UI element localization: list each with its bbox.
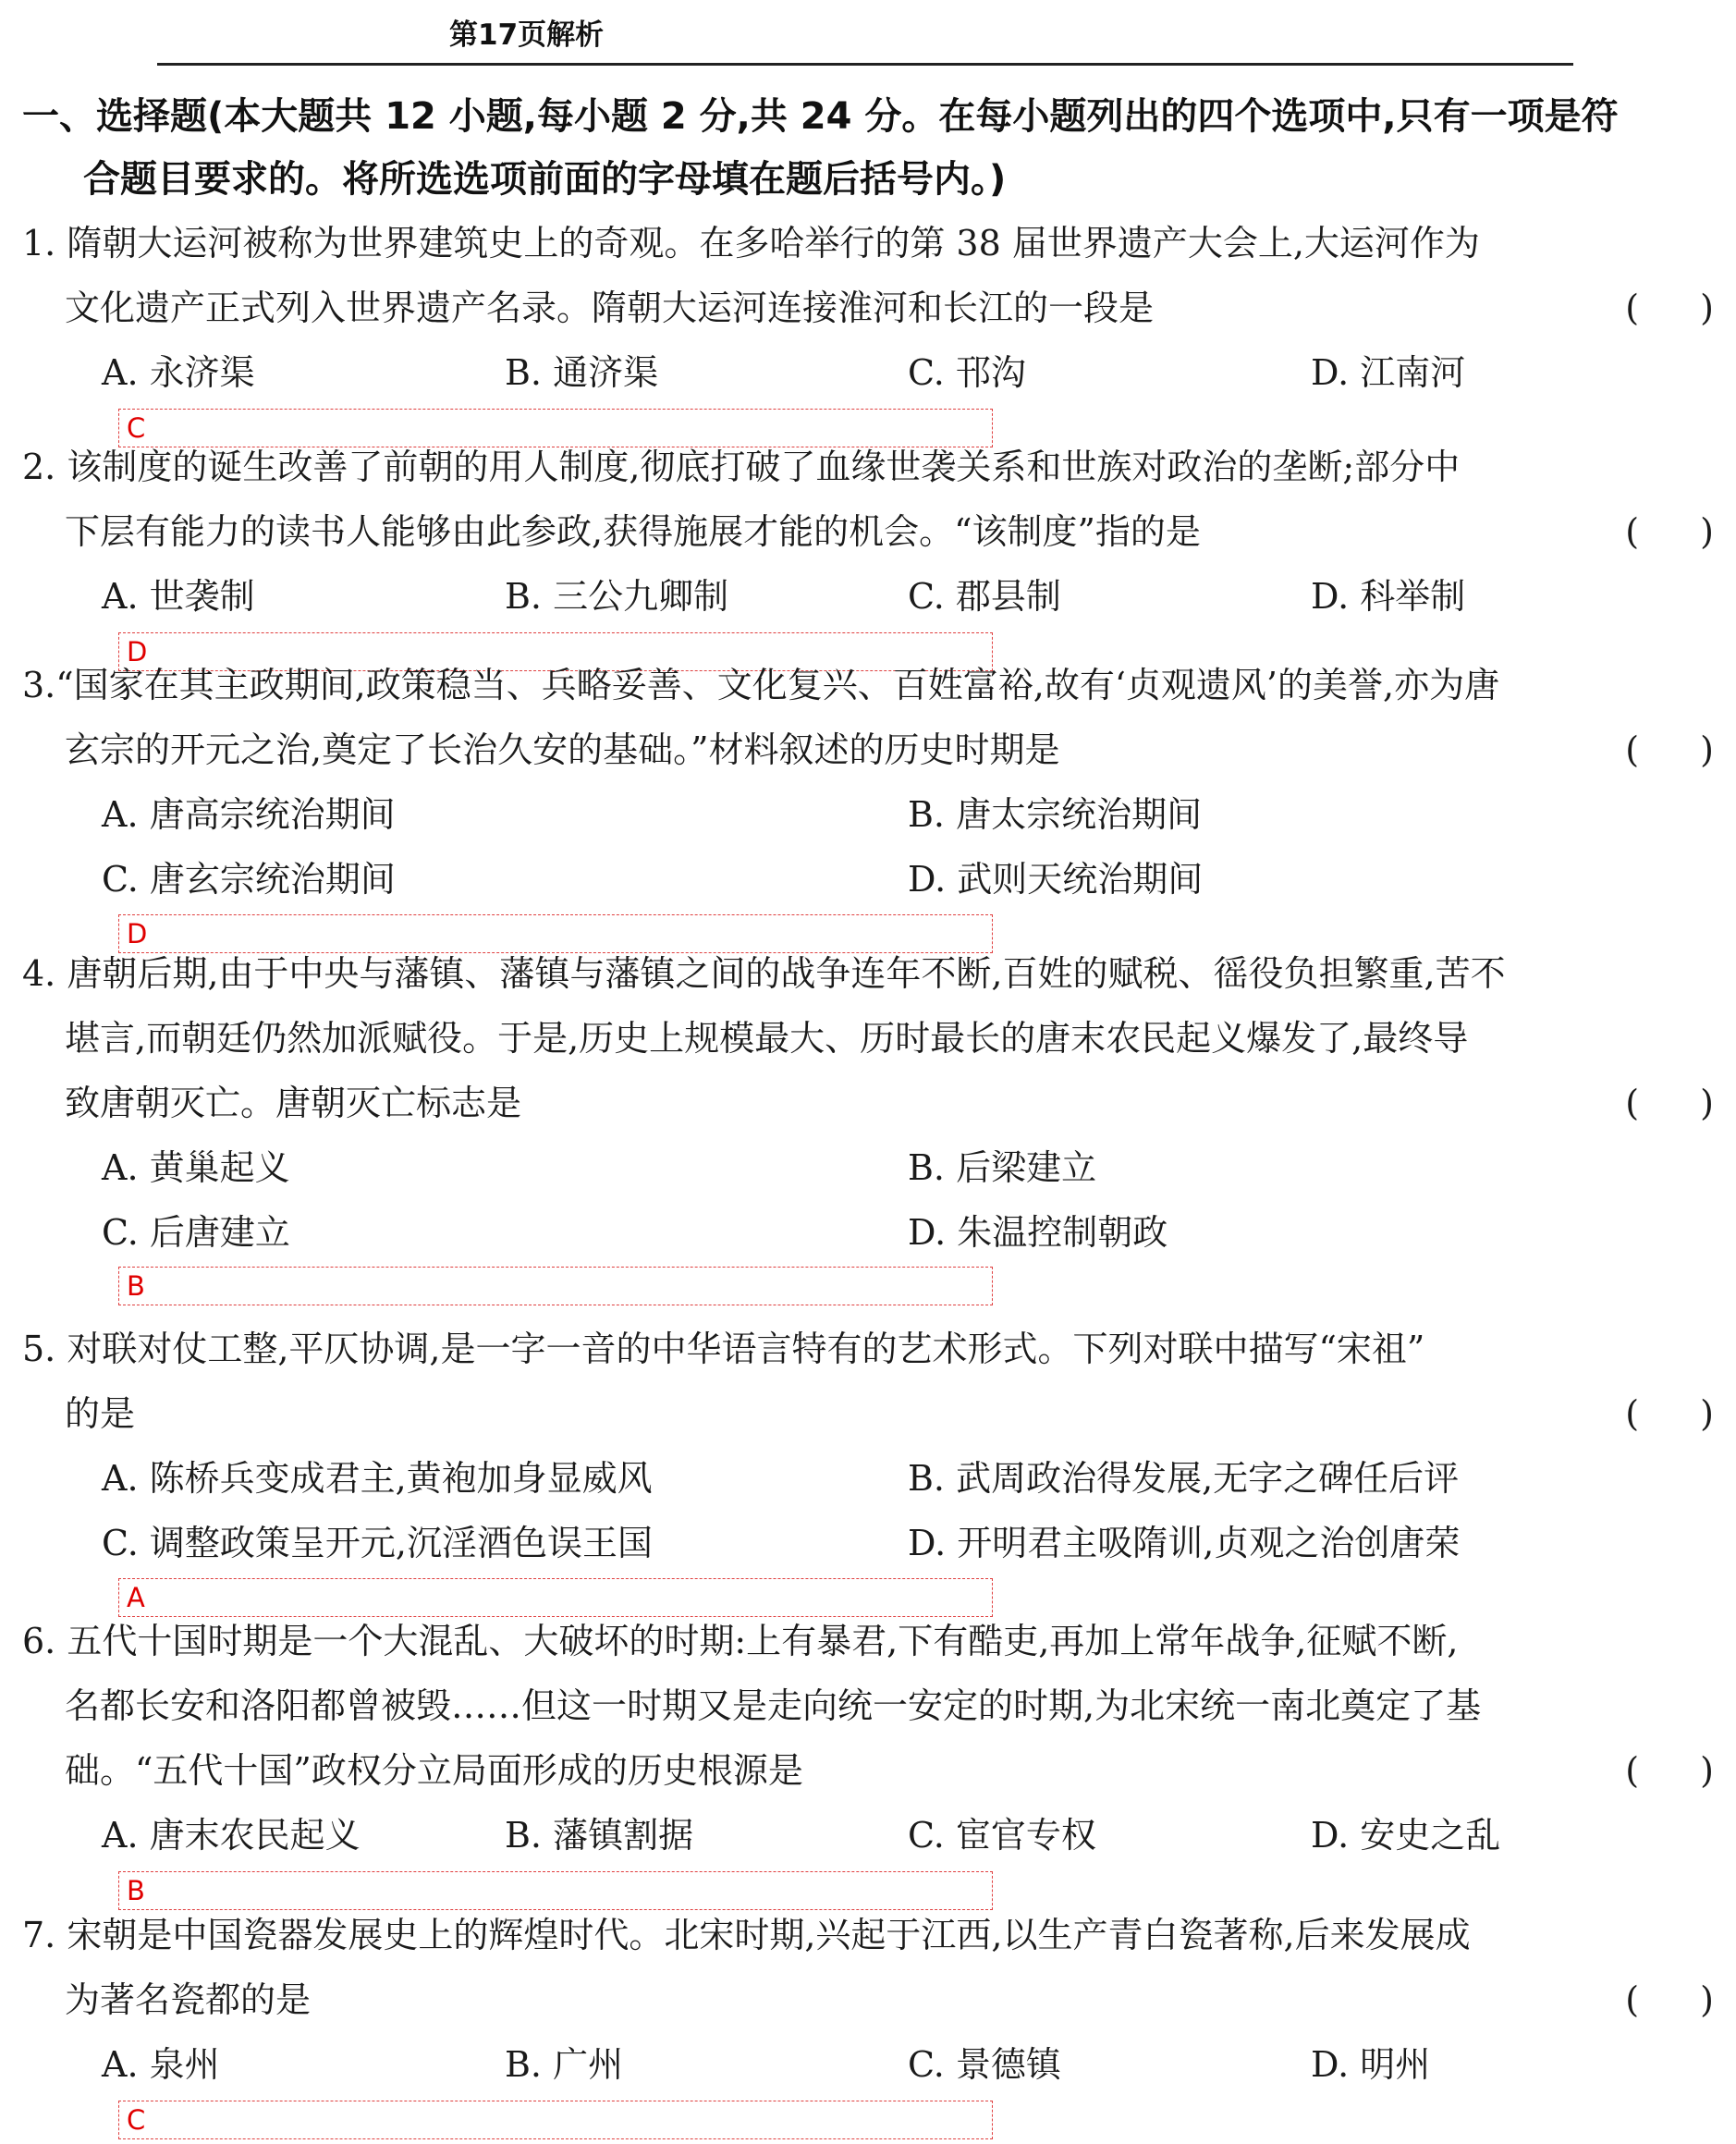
stem-line: 玄宗的开元之治,奠定了长治久安的基础。”材料叙述的历史时期是 — [65, 729, 1060, 770]
page-title: 第17页解析 — [449, 18, 605, 52]
stem-line: 堪言,而朝廷仍然加派赋役。于是,历史上规模最大、历时最长的唐末农民起义爆发了,最终导 — [65, 1018, 1469, 1059]
header-rule — [157, 63, 1573, 66]
stem-line: 4. 唐朝后期,由于中央与藩镇、藩镇与藩镇之间的战争连年不断,百姓的赋税、徭役负担繁重,苦不 — [22, 953, 1506, 994]
options-row — [22, 1135, 1714, 1200]
question-stem — [22, 941, 1714, 1135]
option-d[interactable]: D. 江南河 — [1311, 352, 1466, 393]
stem-line: 致唐朝灭亡。唐朝灭亡标志是 — [65, 1083, 522, 1123]
answer-box: B — [118, 1267, 993, 1305]
stem-line: 1. 隋朝大运河被称为世界建筑史上的奇观。在多哈举行的第 38 届世界遗产大会上,大运河作为 — [22, 223, 1480, 263]
options-row — [22, 1803, 1714, 1868]
option-c[interactable]: C. 宦官专权 — [908, 1815, 1096, 1856]
option-d[interactable]: D. 武则天统治期间 — [908, 859, 1204, 900]
stem-line: 名都长安和洛阳都曾被毁……但这一时期又是走向统一安定的时期,为北宋统一南北奠定了基 — [65, 1685, 1482, 1726]
options-row — [22, 847, 1714, 912]
option-a[interactable]: A. 唐高宗统治期间 — [102, 794, 396, 835]
option-b[interactable]: B. 通济渠 — [505, 352, 659, 393]
option-d[interactable]: D. 安史之乱 — [1311, 1815, 1501, 1856]
option-c[interactable]: C. 邗沟 — [908, 352, 1026, 393]
option-d[interactable]: D. 科举制 — [1311, 576, 1466, 617]
option-d[interactable]: D. 朱温控制朝政 — [908, 1212, 1168, 1253]
question-stem — [22, 1903, 1714, 2032]
option-b[interactable]: B. 后梁建立 — [908, 1147, 1097, 1188]
option-b[interactable]: B. 武周政治得发展,无字之碑任后评 — [908, 1458, 1460, 1499]
stem-line: 5. 对联对仗工整,平仄协调,是一字一音的中华语言特有的艺术形式。下列对联中描写“宋祖” — [22, 1329, 1425, 1369]
stem-line: 的是 — [65, 1393, 136, 1434]
option-a[interactable]: A. 唐末农民起义 — [102, 1815, 361, 1856]
question-2 — [22, 435, 1714, 668]
answer-box: D — [118, 914, 993, 953]
option-b[interactable]: B. 唐太宗统治期间 — [908, 794, 1203, 835]
answer-box: A — [118, 1578, 993, 1617]
option-c[interactable]: C. 景德镇 — [908, 2044, 1061, 2085]
question-4 — [22, 941, 1714, 1302]
answer-bracket: ( ) — [1625, 1393, 1714, 1434]
answer-box: D — [118, 632, 993, 671]
answer-box: C — [118, 409, 993, 447]
option-a[interactable]: A. 陈桥兵变成君主,黄袍加身显威风 — [102, 1458, 653, 1499]
question-5 — [22, 1317, 1714, 1613]
answer-bracket: ( ) — [1625, 288, 1714, 328]
question-stem — [22, 1609, 1714, 1803]
option-c[interactable]: C. 唐玄宗统治期间 — [102, 859, 396, 900]
option-c[interactable]: C. 郡县制 — [908, 576, 1061, 617]
option-b[interactable]: B. 广州 — [505, 2044, 624, 2085]
stem-line: 6. 五代十国时期是一个大混乱、大破坏的时期:上有暴君,下有酷吏,再加上常年战争,征赋不断, — [22, 1621, 1459, 1661]
option-a[interactable]: A. 永济渠 — [102, 352, 255, 393]
options-row — [22, 782, 1714, 847]
options-row — [22, 564, 1714, 629]
stem-line: 7. 宋朝是中国瓷器发展史上的辉煌时代。北宋时期,兴起于江西,以生产青白瓷著称,后来发展成 — [22, 1915, 1471, 1955]
options-row — [22, 1200, 1714, 1265]
answer-bracket: ( ) — [1625, 1750, 1714, 1791]
question-3 — [22, 653, 1714, 949]
answer-bracket: ( ) — [1625, 729, 1714, 770]
stem-line: 2. 该制度的诞生改善了前朝的用人制度,彻底打破了血缘世袭关系和世族对政治的垄断;部分中 — [22, 447, 1461, 487]
option-c[interactable]: C. 调整政策呈开元,沉淫酒色误王国 — [102, 1523, 653, 1563]
question-stem — [22, 1317, 1714, 1446]
options-row — [22, 1511, 1714, 1575]
question-7 — [22, 1903, 1714, 2136]
question-stem — [22, 211, 1714, 340]
stem-line: 文化遗产正式列入世界遗产名录。隋朝大运河连接淮河和长江的一段是 — [65, 288, 1155, 328]
options-row — [22, 2032, 1714, 2097]
options-row — [22, 1446, 1714, 1511]
stem-line: 为著名瓷都的是 — [65, 1979, 312, 2020]
question-1 — [22, 211, 1714, 444]
stem-line: 下层有能力的读书人能够由此参政,获得施展才能的机会。“该制度”指的是 — [65, 511, 1201, 552]
section-heading-line-1: 一、选择题(本大题共 12 小题,每小题 2 分,共 24 分。在每小题列出的四个选项中,只有一项是符 — [22, 95, 1619, 138]
option-d[interactable]: D. 明州 — [1311, 2044, 1431, 2085]
options-row — [22, 340, 1714, 405]
answer-bracket: ( ) — [1625, 1979, 1714, 2020]
question-stem — [22, 435, 1714, 564]
answer-bracket: ( ) — [1625, 1083, 1714, 1123]
answer-box: B — [118, 1871, 993, 1910]
question-6 — [22, 1609, 1714, 1906]
option-a[interactable]: A. 泉州 — [102, 2044, 220, 2085]
option-a[interactable]: A. 世袭制 — [102, 576, 255, 617]
option-b[interactable]: B. 藩镇割据 — [505, 1815, 694, 1856]
stem-line: 础。“五代十国”政权分立局面形成的历史根源是 — [65, 1750, 803, 1791]
option-d[interactable]: D. 开明君主吸隋训,贞观之治创唐荣 — [908, 1523, 1461, 1563]
answer-box: C — [118, 2101, 993, 2139]
option-a[interactable]: A. 黄巢起义 — [102, 1147, 290, 1188]
question-stem — [22, 653, 1714, 782]
section-heading-line-2: 合题目要求的。将所选选项前面的字母填在题后括号内。) — [83, 158, 1007, 201]
section-heading — [22, 85, 1723, 211]
answer-bracket: ( ) — [1625, 511, 1714, 552]
option-c[interactable]: C. 后唐建立 — [102, 1212, 290, 1253]
option-b[interactable]: B. 三公九卿制 — [505, 576, 729, 617]
stem-line: 3.“国家在其主政期间,政策稳当、兵略妥善、文化复兴、百姓富裕,故有‘贞观遗风’的美誉,亦为唐 — [22, 665, 1500, 705]
